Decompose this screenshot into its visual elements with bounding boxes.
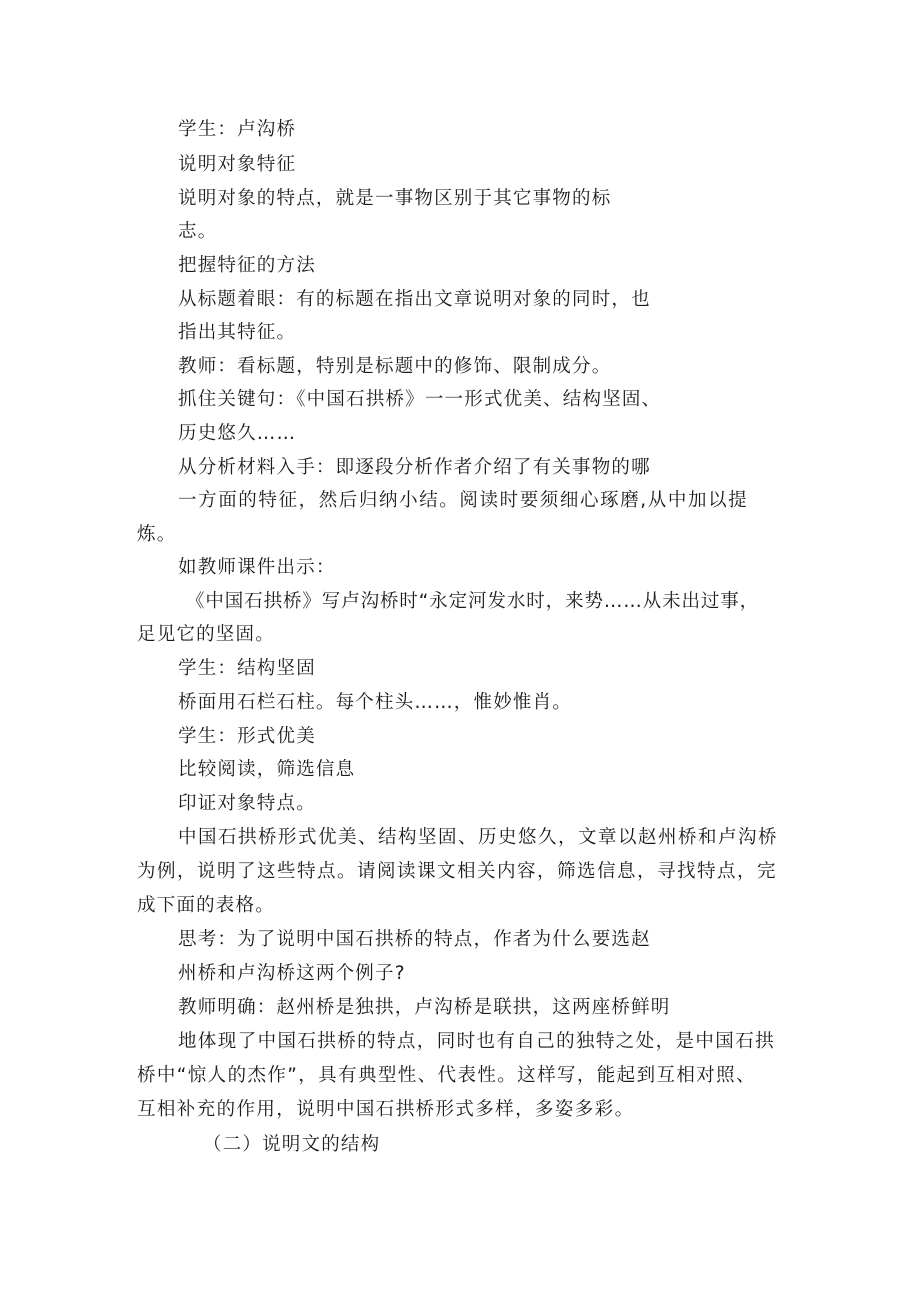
text-line: 桥面用石栏石柱。每个柱头……，惟妙惟肖。 <box>178 692 573 713</box>
text-line: 从标题着眼：有的标题在指出文章说明对象的同时，也 <box>178 289 651 310</box>
text-line: 足见它的坚固。 <box>137 624 275 645</box>
text-line: 比较阅读，筛选信息 <box>178 759 356 780</box>
text-line: 炼。 <box>137 524 177 545</box>
text-line: 一方面的特征，然后归纳小结。阅读时要须细心琢磨,从中加以提 <box>178 490 749 511</box>
text-line: 历史悠久…… <box>178 423 297 444</box>
text-line: 州桥和卢沟桥这两个例子? <box>178 963 406 984</box>
text-line: 说明对象的特点，就是一事物区别于其它事物的标 <box>178 188 612 209</box>
text-line: 思考：为了说明中国石拱桥的特点，作者为什么要选赵 <box>178 929 651 950</box>
text-line: 把握特征的方法 <box>178 255 316 276</box>
text-line: 从分析材料入手：即逐段分析作者介绍了有关事物的哪 <box>178 457 651 478</box>
text-line: 为例，说明了这些特点。请阅读课文相关内容，筛选信息，寻找特点，完 <box>137 861 778 882</box>
text-line: 教师明确：赵州桥是独拱，卢沟桥是联拱，这两座桥鲜明 <box>178 997 671 1018</box>
text-line: 中国石拱桥形式优美、结构坚固、历史悠久，文章以赵州桥和卢沟桥 <box>178 827 779 848</box>
text-line: 志。 <box>178 221 218 242</box>
section-heading: （二）说明文的结构 <box>203 1134 381 1155</box>
text-line: 如教师课件出示： <box>178 557 336 578</box>
text-line: 抓住关键句：《中国石拱桥》一一形式优美、结构坚固、 <box>178 389 662 410</box>
text-line: 《中国石拱桥》写卢沟桥时“永定河发水时，来势……从未出过事， <box>186 591 760 612</box>
text-line: 教师：看标题，特别是标题中的修饰、限制成分。 <box>178 356 612 377</box>
text-line: 互相补充的作用，说明中国石拱桥形式多样，多姿多彩。 <box>137 1099 635 1120</box>
text-line: 学生：形式优美 <box>178 726 316 747</box>
text-line: 地体现了中国石拱桥的特点，同时也有自己的独特之处，是中国石拱 <box>178 1031 776 1052</box>
text-line: 印证对象特点。 <box>178 793 316 814</box>
text-line: 指出其特征。 <box>178 322 297 343</box>
text-line: 成下面的表格。 <box>137 895 275 916</box>
text-line: 说明对象特征 <box>178 154 297 175</box>
text-line: 学生：结构坚固 <box>178 658 316 679</box>
text-line: 学生：卢沟桥 <box>178 119 297 140</box>
text-line: 桥中“惊人的杰作”，具有典型性、代表性。这样写，能起到互相对照、 <box>137 1065 756 1086</box>
